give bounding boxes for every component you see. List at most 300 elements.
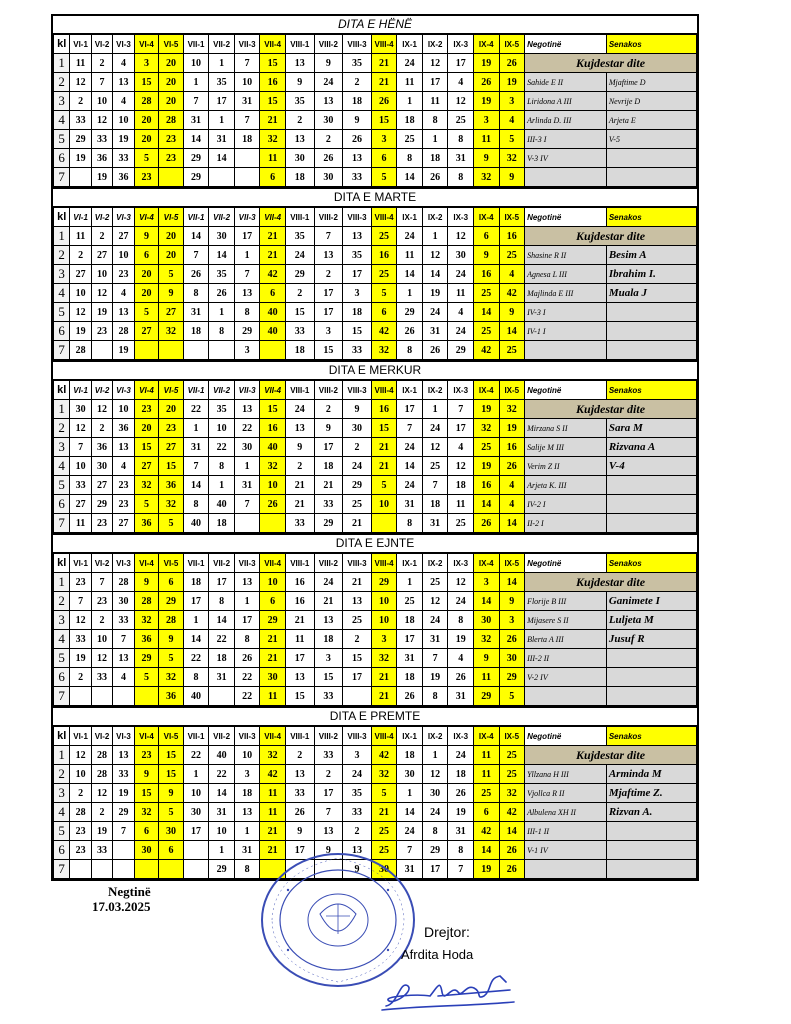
period-row xyxy=(54,746,697,765)
room-cell: 18 xyxy=(397,611,423,630)
room-cell: 29 xyxy=(285,265,314,284)
class-header: VII-1 xyxy=(183,208,209,227)
room-cell: 3 xyxy=(473,111,499,130)
room-cell: 7 xyxy=(234,265,260,284)
duty-teacher-senakos xyxy=(606,649,696,668)
room-cell: 31 xyxy=(397,495,423,514)
room-cell: 17 xyxy=(422,73,448,92)
room-cell: 6 xyxy=(260,284,286,303)
room-cell: 24 xyxy=(397,227,423,246)
room-cell: 40 xyxy=(260,438,286,457)
room-cell: 16 xyxy=(260,73,286,92)
room-cell: 33 xyxy=(91,668,112,687)
period-number: 1 xyxy=(54,400,70,419)
room-cell: 26 xyxy=(314,149,343,168)
room-cell: 11 xyxy=(397,246,423,265)
class-header: VI-1 xyxy=(70,208,91,227)
room-cell: 17 xyxy=(314,303,343,322)
period-row xyxy=(54,649,697,668)
room-cell: 13 xyxy=(343,149,372,168)
room-cell: 24 xyxy=(448,746,474,765)
room-cell: 7 xyxy=(397,841,423,860)
class-header: IX-1 xyxy=(397,381,423,400)
room-cell: 26 xyxy=(422,168,448,187)
room-cell: 10 xyxy=(371,495,397,514)
room-cell: 2 xyxy=(70,246,91,265)
class-header: VI-5 xyxy=(159,208,184,227)
header-row xyxy=(54,208,697,227)
room-cell: 21 xyxy=(260,649,286,668)
period-row xyxy=(54,227,697,246)
room-cell: 31 xyxy=(422,322,448,341)
room-cell: 4 xyxy=(499,265,525,284)
room-cell: 8 xyxy=(234,860,260,879)
room-cell: 18 xyxy=(397,746,423,765)
room-cell: 21 xyxy=(260,227,286,246)
place-label: Negtinë xyxy=(108,884,151,899)
room-cell: 24 xyxy=(343,457,372,476)
room-cell: 23 xyxy=(91,592,112,611)
room-cell: 19 xyxy=(448,803,474,822)
room-cell: 31 xyxy=(397,649,423,668)
room-cell: 10 xyxy=(209,822,235,841)
room-cell: 1 xyxy=(422,227,448,246)
room-cell: 2 xyxy=(91,419,112,438)
room-cell: 26 xyxy=(499,860,525,879)
header-row xyxy=(54,727,697,746)
room-cell: 31 xyxy=(183,303,209,322)
room-cell: 32 xyxy=(499,400,525,419)
room-cell: 26 xyxy=(473,514,499,533)
room-cell: 11 xyxy=(260,149,286,168)
period-row xyxy=(54,457,697,476)
room-cell: 31 xyxy=(448,149,474,168)
duty-teacher-negotine: II-2 I xyxy=(525,514,607,533)
class-header: IX-3 xyxy=(448,208,474,227)
room-cell: 1 xyxy=(234,246,260,265)
room-cell: 7 xyxy=(183,246,209,265)
room-cell: 11 xyxy=(473,668,499,687)
room-cell: 25 xyxy=(371,822,397,841)
room-cell: 26 xyxy=(371,92,397,111)
room-cell: 1 xyxy=(209,111,235,130)
room-cell: 8 xyxy=(397,149,423,168)
room-cell: 20 xyxy=(159,400,184,419)
class-header: IX-4 xyxy=(473,208,499,227)
class-header: IX-1 xyxy=(397,208,423,227)
room-cell: 32 xyxy=(473,168,499,187)
senakos-header: Senakos xyxy=(606,208,696,227)
room-cell: 30 xyxy=(159,822,184,841)
room-cell: 27 xyxy=(70,495,91,514)
room-cell: 27 xyxy=(70,265,91,284)
room-cell: 2 xyxy=(91,227,112,246)
room-cell: 18 xyxy=(234,130,260,149)
room-cell: 9 xyxy=(473,246,499,265)
duty-teacher-negotine: Arlinda D. III xyxy=(525,111,607,130)
room-cell: 21 xyxy=(371,457,397,476)
room-cell: 10 xyxy=(371,611,397,630)
class-header: IX-5 xyxy=(499,208,525,227)
class-header: VIII-1 xyxy=(285,35,314,54)
room-cell: 11 xyxy=(285,630,314,649)
room-cell: 18 xyxy=(314,630,343,649)
room-cell: 13 xyxy=(285,130,314,149)
room-cell: 7 xyxy=(448,860,474,879)
room-cell: 8 xyxy=(209,457,235,476)
room-cell: 35 xyxy=(285,92,314,111)
duty-teacher-negotine xyxy=(525,168,607,187)
room-cell xyxy=(134,687,159,706)
room-cell: 29 xyxy=(209,860,235,879)
class-header: IX-5 xyxy=(499,727,525,746)
room-cell xyxy=(70,687,91,706)
room-cell xyxy=(260,514,286,533)
duty-header: Kujdestar dite xyxy=(525,400,697,419)
room-cell: 7 xyxy=(70,592,91,611)
room-cell: 5 xyxy=(371,284,397,303)
room-cell: 12 xyxy=(70,73,91,92)
room-cell: 11 xyxy=(473,746,499,765)
room-cell: 15 xyxy=(285,687,314,706)
room-cell: 19 xyxy=(91,168,112,187)
duty-teacher-negotine: V-1 IV xyxy=(525,841,607,860)
period-number: 6 xyxy=(54,841,70,860)
duty-teacher-senakos xyxy=(606,822,696,841)
room-cell: 8 xyxy=(422,822,448,841)
negotine-header: Negotinë xyxy=(525,554,607,573)
room-cell: 6 xyxy=(473,227,499,246)
room-cell: 32 xyxy=(159,322,184,341)
room-cell: 11 xyxy=(422,92,448,111)
room-cell: 13 xyxy=(234,803,260,822)
day-section xyxy=(51,362,699,535)
room-cell: 11 xyxy=(70,514,91,533)
room-cell: 6 xyxy=(159,573,184,592)
room-cell: 15 xyxy=(260,92,286,111)
room-cell: 29 xyxy=(473,687,499,706)
room-cell: 13 xyxy=(113,303,134,322)
room-cell: 30 xyxy=(422,784,448,803)
period-number: 4 xyxy=(54,284,70,303)
period-number: 1 xyxy=(54,227,70,246)
room-cell: 2 xyxy=(70,668,91,687)
duty-teacher-senakos xyxy=(606,322,696,341)
room-cell: 14 xyxy=(397,168,423,187)
room-cell: 21 xyxy=(314,592,343,611)
room-cell: 9 xyxy=(134,573,159,592)
header-row xyxy=(54,381,697,400)
day-table xyxy=(53,207,697,360)
room-cell: 12 xyxy=(91,284,112,303)
period-number: 1 xyxy=(54,54,70,73)
room-cell: 40 xyxy=(183,687,209,706)
class-header: VI-2 xyxy=(91,554,112,573)
room-cell: 12 xyxy=(70,303,91,322)
duty-header: Kujdestar dite xyxy=(525,746,697,765)
room-cell: 29 xyxy=(134,649,159,668)
room-cell: 9 xyxy=(343,860,372,879)
period-row xyxy=(54,303,697,322)
room-cell: 27 xyxy=(134,322,159,341)
room-cell: 1 xyxy=(183,419,209,438)
room-cell: 26 xyxy=(422,341,448,360)
room-cell: 33 xyxy=(70,630,91,649)
room-cell: 31 xyxy=(209,130,235,149)
room-cell: 33 xyxy=(70,476,91,495)
class-header: VII-4 xyxy=(260,554,286,573)
room-cell: 23 xyxy=(134,168,159,187)
room-cell: 21 xyxy=(260,246,286,265)
duty-teacher-negotine: Liridona A III xyxy=(525,92,607,111)
room-cell: 36 xyxy=(134,514,159,533)
room-cell: 18 xyxy=(285,168,314,187)
room-cell: 19 xyxy=(70,149,91,168)
room-cell: 42 xyxy=(499,284,525,303)
class-header: VII-2 xyxy=(209,554,235,573)
room-cell: 30 xyxy=(285,149,314,168)
negotine-header: Negotinë xyxy=(525,381,607,400)
room-cell: 6 xyxy=(134,822,159,841)
room-cell: 5 xyxy=(159,265,184,284)
room-cell: 36 xyxy=(159,687,184,706)
duty-teacher-negotine: Arjeta K. III xyxy=(525,476,607,495)
room-cell: 14 xyxy=(209,784,235,803)
room-cell: 7 xyxy=(422,649,448,668)
room-cell: 8 xyxy=(234,303,260,322)
room-cell: 14 xyxy=(183,476,209,495)
class-header: VII-3 xyxy=(234,554,260,573)
room-cell: 10 xyxy=(371,592,397,611)
room-cell: 19 xyxy=(499,73,525,92)
duty-teacher-negotine: Shasine R II xyxy=(525,246,607,265)
room-cell xyxy=(159,860,184,879)
room-cell: 6 xyxy=(371,303,397,322)
room-cell: 10 xyxy=(70,765,91,784)
room-cell xyxy=(159,341,184,360)
room-cell: 25 xyxy=(371,227,397,246)
period-row xyxy=(54,73,697,92)
room-cell: 36 xyxy=(134,630,159,649)
room-cell: 33 xyxy=(113,611,134,630)
room-cell xyxy=(134,860,159,879)
class-header: VIII-3 xyxy=(343,35,372,54)
room-cell: 11 xyxy=(70,54,91,73)
room-cell: 25 xyxy=(397,130,423,149)
room-cell: 5 xyxy=(499,687,525,706)
room-cell: 1 xyxy=(397,284,423,303)
room-cell: 15 xyxy=(134,784,159,803)
period-number: 2 xyxy=(54,592,70,611)
class-header: VIII-1 xyxy=(285,381,314,400)
room-cell: 14 xyxy=(183,130,209,149)
room-cell: 25 xyxy=(371,841,397,860)
period-number: 4 xyxy=(54,630,70,649)
room-cell xyxy=(234,149,260,168)
room-cell: 17 xyxy=(397,400,423,419)
room-cell: 31 xyxy=(183,438,209,457)
room-cell: 25 xyxy=(499,746,525,765)
room-cell: 30 xyxy=(234,438,260,457)
duty-teacher-senakos: Rizvan A. xyxy=(606,803,696,822)
room-cell: 30 xyxy=(91,457,112,476)
room-cell: 3 xyxy=(499,92,525,111)
duty-teacher-senakos: V-5 xyxy=(606,130,696,149)
class-header: VII-2 xyxy=(209,35,235,54)
room-cell xyxy=(70,860,91,879)
room-cell: 10 xyxy=(70,457,91,476)
duty-teacher-senakos: V-4 xyxy=(606,457,696,476)
period-row xyxy=(54,611,697,630)
room-cell: 31 xyxy=(234,92,260,111)
class-header: VIII-4 xyxy=(371,381,397,400)
room-cell: 1 xyxy=(397,92,423,111)
room-cell: 16 xyxy=(285,592,314,611)
room-cell: 10 xyxy=(113,111,134,130)
room-cell: 33 xyxy=(91,841,112,860)
class-header: VIII-3 xyxy=(343,381,372,400)
room-cell: 10 xyxy=(91,265,112,284)
period-number: 6 xyxy=(54,668,70,687)
duty-teacher-senakos: Ganimete I xyxy=(606,592,696,611)
room-cell: 19 xyxy=(473,457,499,476)
duty-teacher-senakos: Mjaftime D xyxy=(606,73,696,92)
room-cell: 5 xyxy=(159,803,184,822)
room-cell: 22 xyxy=(209,438,235,457)
room-cell: 13 xyxy=(285,54,314,73)
period-row xyxy=(54,803,697,822)
room-cell: 30 xyxy=(70,400,91,419)
room-cell: 10 xyxy=(260,573,286,592)
period-number: 7 xyxy=(54,341,70,360)
room-cell: 11 xyxy=(70,227,91,246)
room-cell: 27 xyxy=(91,246,112,265)
duty-teacher-senakos: Arjeta E xyxy=(606,111,696,130)
day-title: DITA E HËNË xyxy=(53,16,697,34)
room-cell: 32 xyxy=(260,746,286,765)
room-cell: 11 xyxy=(260,803,286,822)
room-cell: 27 xyxy=(91,476,112,495)
room-cell: 5 xyxy=(159,649,184,668)
room-cell: 23 xyxy=(159,419,184,438)
class-header: VIII-3 xyxy=(343,727,372,746)
room-cell: 42 xyxy=(371,746,397,765)
room-cell: 14 xyxy=(473,303,499,322)
class-header: VI-1 xyxy=(70,554,91,573)
period-number: 3 xyxy=(54,438,70,457)
day-title: DITA E MERKUR xyxy=(53,362,697,380)
room-cell: 33 xyxy=(343,168,372,187)
room-cell: 24 xyxy=(448,322,474,341)
room-cell: 12 xyxy=(422,765,448,784)
class-header: IX-1 xyxy=(397,727,423,746)
room-cell: 40 xyxy=(260,303,286,322)
room-cell: 17 xyxy=(314,438,343,457)
room-cell: 12 xyxy=(91,111,112,130)
class-header: VI-5 xyxy=(159,727,184,746)
room-cell: 13 xyxy=(314,92,343,111)
room-cell: 29 xyxy=(70,130,91,149)
room-cell: 10 xyxy=(209,419,235,438)
room-cell: 8 xyxy=(209,322,235,341)
duty-teacher-senakos: Sara M xyxy=(606,419,696,438)
room-cell: 24 xyxy=(397,476,423,495)
room-cell: 15 xyxy=(260,54,286,73)
duty-teacher-senakos xyxy=(606,341,696,360)
room-cell: 24 xyxy=(314,573,343,592)
room-cell: 9 xyxy=(159,784,184,803)
class-header: IX-4 xyxy=(473,35,499,54)
period-row xyxy=(54,130,697,149)
class-header: VIII-2 xyxy=(314,554,343,573)
room-cell: 26 xyxy=(397,687,423,706)
room-cell: 9 xyxy=(285,73,314,92)
room-cell: 7 xyxy=(91,73,112,92)
duty-teacher-senakos xyxy=(606,476,696,495)
room-cell: 26 xyxy=(499,630,525,649)
room-cell: 23 xyxy=(113,265,134,284)
room-cell: 17 xyxy=(448,54,474,73)
room-cell: 23 xyxy=(70,573,91,592)
room-cell: 9 xyxy=(159,630,184,649)
class-header: IX-2 xyxy=(422,208,448,227)
room-cell: 27 xyxy=(134,457,159,476)
room-cell: 29 xyxy=(448,341,474,360)
room-cell: 6 xyxy=(371,149,397,168)
room-cell xyxy=(183,841,209,860)
room-cell: 29 xyxy=(183,168,209,187)
room-cell: 25 xyxy=(422,457,448,476)
room-cell: 42 xyxy=(473,341,499,360)
room-cell: 25 xyxy=(422,573,448,592)
period-row xyxy=(54,111,697,130)
room-cell: 26 xyxy=(234,649,260,668)
class-header: VI-5 xyxy=(159,381,184,400)
room-cell: 4 xyxy=(113,92,134,111)
period-number: 5 xyxy=(54,822,70,841)
room-cell: 18 xyxy=(314,457,343,476)
period-number: 5 xyxy=(54,130,70,149)
room-cell: 1 xyxy=(397,784,423,803)
room-cell: 19 xyxy=(473,400,499,419)
duty-teacher-negotine: Salije M III xyxy=(525,438,607,457)
room-cell: 36 xyxy=(159,476,184,495)
period-row xyxy=(54,687,697,706)
room-cell: 20 xyxy=(134,265,159,284)
room-cell: 17 xyxy=(234,611,260,630)
room-cell: 18 xyxy=(422,149,448,168)
duty-teacher-senakos xyxy=(606,495,696,514)
class-header: VII-1 xyxy=(183,554,209,573)
room-cell: 18 xyxy=(448,476,474,495)
class-header: VIII-1 xyxy=(285,727,314,746)
room-cell: 11 xyxy=(260,784,286,803)
room-cell: 30 xyxy=(343,419,372,438)
class-header: IX-5 xyxy=(499,35,525,54)
room-cell: 32 xyxy=(134,803,159,822)
room-cell: 23 xyxy=(70,822,91,841)
duty-header: Kujdestar dite xyxy=(525,573,697,592)
class-header: VII-3 xyxy=(234,35,260,54)
room-cell: 24 xyxy=(285,246,314,265)
duty-teacher-senakos xyxy=(606,687,696,706)
room-cell: 8 xyxy=(448,841,474,860)
duty-teacher-senakos: Jusuf R xyxy=(606,630,696,649)
room-cell: 15 xyxy=(134,73,159,92)
room-cell: 17 xyxy=(209,92,235,111)
room-cell: 29 xyxy=(159,592,184,611)
room-cell: 9 xyxy=(343,111,372,130)
